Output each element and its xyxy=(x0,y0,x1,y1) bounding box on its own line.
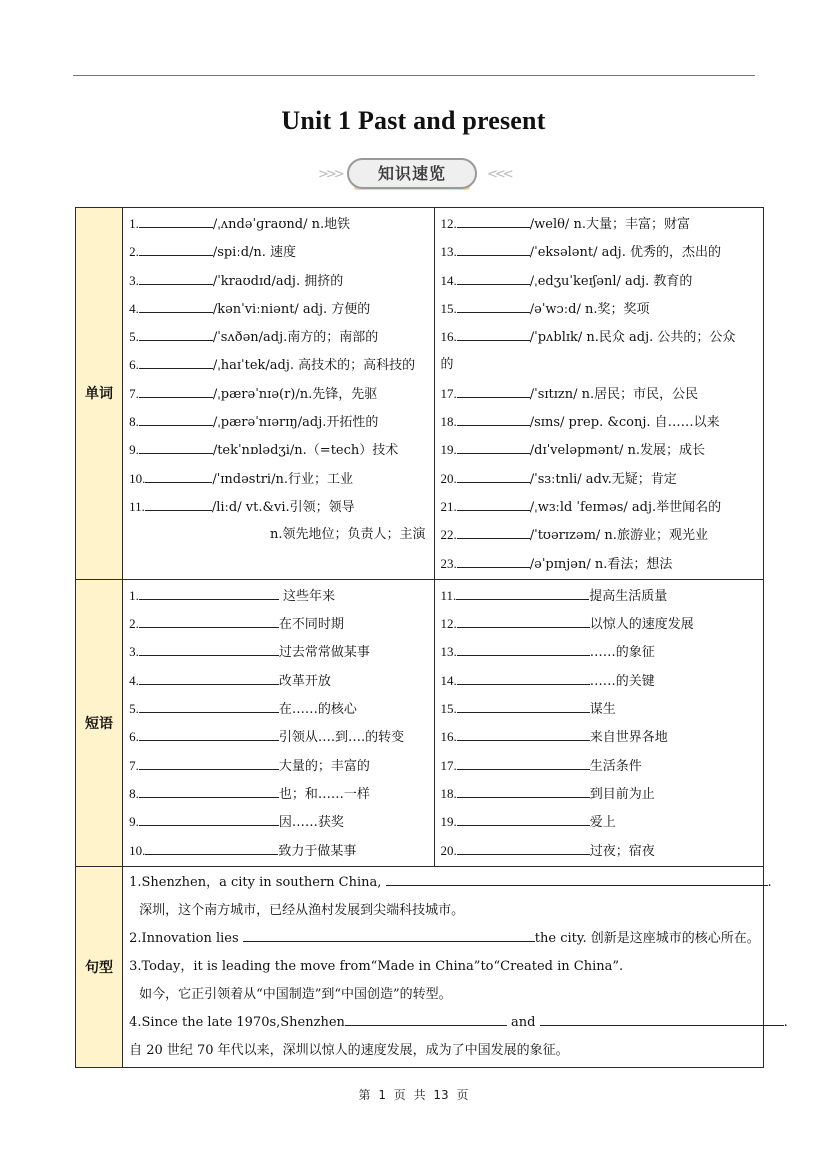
answer-blank[interactable] xyxy=(457,270,530,285)
phrase-meaning: 到目前为止 xyxy=(589,786,655,802)
answer-blank[interactable] xyxy=(139,213,213,228)
answer-blank[interactable] xyxy=(456,585,589,600)
phrase-meaning: 在……的核心 xyxy=(278,702,357,718)
phrase-item xyxy=(441,723,764,751)
word-definition: /əˈpɪnjən/ n.看法；想法 xyxy=(529,556,673,572)
word-item xyxy=(441,408,764,436)
answer-blank[interactable] xyxy=(139,726,279,741)
phrase-item xyxy=(441,752,764,780)
answer-blank[interactable] xyxy=(540,1011,784,1026)
item-number: 22. xyxy=(440,527,457,543)
word-definition: /ˈɪndəstri/n.行业；工业 xyxy=(212,471,353,487)
item-number: 18. xyxy=(440,414,457,430)
section-label-words: 单词 xyxy=(76,208,123,580)
answer-blank[interactable] xyxy=(457,496,530,511)
phrase-item xyxy=(129,695,433,723)
word-definition: /ˈsʌðən/adj.南方的；南部的 xyxy=(212,330,379,346)
item-number: 19. xyxy=(440,814,457,830)
item-number: 10. xyxy=(129,842,146,858)
answer-blank[interactable] xyxy=(139,670,279,685)
answer-blank[interactable] xyxy=(386,871,768,886)
word-definition: /ˈkraʊdɪd/adj. 拥挤的 xyxy=(212,273,344,289)
item-number: 5. xyxy=(129,329,139,345)
chevron-right-icon: >>> xyxy=(318,167,342,182)
item-number: 5. xyxy=(129,701,139,717)
phrase-item xyxy=(441,610,764,638)
sentence-3-en: 3.Today，it is leading the move from“Made in China”to“Created in China”. xyxy=(129,958,624,974)
word-definition: /ˈpʌblɪk/ n.民众 adj. 公共的；公众 xyxy=(529,330,736,346)
phrase-item xyxy=(441,837,764,865)
phrase-meaning: 提高生活质量 xyxy=(589,588,668,604)
item-number: 17. xyxy=(440,385,457,401)
word-item xyxy=(129,380,433,408)
word-definition: /ˈsɪtɪzn/ n.居民；市民，公民 xyxy=(529,386,699,402)
word-item xyxy=(129,267,433,295)
item-number: 7. xyxy=(129,385,139,401)
sentences-section xyxy=(76,866,764,1067)
word-item xyxy=(129,436,433,464)
word-definition: /dɪˈveləpmənt/ n.发展；成长 xyxy=(529,443,706,459)
item-number: 20. xyxy=(440,470,457,486)
item-number: 12. xyxy=(440,216,457,231)
word-item xyxy=(441,521,764,549)
item-number: 15. xyxy=(440,701,457,717)
item-number: 7. xyxy=(129,757,139,773)
item-number: 9. xyxy=(129,442,139,458)
phrase-item xyxy=(441,638,764,666)
answer-blank[interactable] xyxy=(139,241,213,256)
word-definition: /ˌhaɪˈtek/adj. 高技术的；高科技的 xyxy=(212,358,416,374)
answer-blank[interactable] xyxy=(145,468,212,483)
word-definition: /ˈeksələnt/ adj. 优秀的，杰出的 xyxy=(529,245,721,261)
word-definition: /ˌʌndəˈɡraʊnd/ n.地铁 xyxy=(212,217,351,232)
sentence-4-cn: 自 20 世纪 70 年代以来，深圳以惊人的速度发展，成为了中国发展的象征。 xyxy=(129,1042,569,1058)
phrase-meaning: 改革开放 xyxy=(278,673,331,689)
phrase-item xyxy=(129,610,433,638)
item-number: 11. xyxy=(129,498,145,514)
phrase-item xyxy=(129,723,433,751)
item-number: 13. xyxy=(440,644,457,660)
phrase-item xyxy=(441,808,764,836)
answer-blank[interactable] xyxy=(457,613,590,628)
word-definition: /ˌedʒuˈkeɪʃənl/ adj. 教育的 xyxy=(529,273,693,289)
item-number: 16. xyxy=(440,729,457,745)
answer-blank[interactable] xyxy=(139,270,213,285)
item-number: 2. xyxy=(129,616,139,632)
word-item xyxy=(129,465,433,493)
answer-blank[interactable] xyxy=(457,840,590,855)
word-item xyxy=(129,238,433,266)
word-definition: 的 xyxy=(440,357,454,373)
phrase-item xyxy=(441,780,764,808)
phrase-item xyxy=(129,752,433,780)
word-item xyxy=(441,210,764,238)
answer-blank[interactable] xyxy=(139,326,213,341)
word-item xyxy=(129,210,433,238)
sentence-3-cn: 如今，它正引领着从“中国制造”到“中国创造”的转型。 xyxy=(139,986,452,1002)
word-item xyxy=(129,521,433,549)
word-item xyxy=(441,380,764,408)
word-definition: /əˈwɔːd/ n.奖；奖项 xyxy=(529,301,650,317)
phrases-left-column xyxy=(123,579,434,866)
word-item xyxy=(441,323,764,351)
answer-blank[interactable] xyxy=(457,726,590,741)
item-number: 20. xyxy=(440,842,457,858)
item-number: 9. xyxy=(129,814,139,830)
phrase-meaning: 致力于做某事 xyxy=(278,843,357,859)
phrase-meaning: ……的象征 xyxy=(589,645,655,661)
answer-blank[interactable] xyxy=(457,241,530,256)
sentence-4-en: 4.Since the late 1970s,Shenzhen and . xyxy=(129,1009,753,1037)
item-number: 1. xyxy=(129,587,139,603)
section-label-phrases: 短语 xyxy=(76,579,123,866)
item-number: 21. xyxy=(440,498,457,514)
phrase-item xyxy=(129,808,433,836)
word-definition: /liːd/ vt.&vi.引领；领导 xyxy=(211,499,355,515)
words-left-column xyxy=(123,208,434,580)
answer-blank[interactable] xyxy=(457,811,590,826)
answer-blank[interactable] xyxy=(457,641,590,656)
answer-blank[interactable] xyxy=(345,1011,507,1026)
item-number: 16. xyxy=(440,329,457,345)
item-number: 8. xyxy=(129,785,139,801)
word-definition: /welθ/ n.大量；丰富；财富 xyxy=(529,217,690,232)
item-number: 17. xyxy=(440,757,457,773)
word-item xyxy=(441,465,764,493)
answer-blank[interactable] xyxy=(139,783,279,798)
phrase-meaning: 过夜；宿夜 xyxy=(589,843,655,859)
answer-blank[interactable] xyxy=(145,840,278,855)
answer-blank[interactable] xyxy=(457,670,590,685)
answer-blank[interactable] xyxy=(139,755,279,770)
item-number: 14. xyxy=(440,272,457,288)
answer-blank[interactable] xyxy=(145,496,212,511)
phrase-meaning: 生活条件 xyxy=(589,758,642,774)
item-number: 19. xyxy=(440,442,457,458)
word-item xyxy=(129,351,433,379)
word-item xyxy=(441,351,764,379)
phrase-item xyxy=(441,667,764,695)
phrase-meaning: 来自世界各地 xyxy=(589,730,668,746)
word-definition: /spiːd/n. 速度 xyxy=(212,245,297,261)
vocab-table xyxy=(75,207,788,1068)
word-item xyxy=(441,436,764,464)
phrase-meaning: 也；和……一样 xyxy=(278,786,370,802)
answer-blank[interactable] xyxy=(457,298,530,313)
sentence-1-cn: 深圳，这个南方城市，已经从渔村发展到尖端科技城市。 xyxy=(139,902,465,918)
word-item xyxy=(441,238,764,266)
answer-blank[interactable] xyxy=(139,354,213,369)
word-definition: /ˈsɜːtnli/ adv.无疑；肯定 xyxy=(529,471,677,487)
item-number: 3. xyxy=(129,644,139,660)
sentence-1-en: 1.Shenzhen，a city in southern China, . xyxy=(129,869,753,897)
section-label-sentences: 句型 xyxy=(76,866,123,1067)
answer-blank[interactable] xyxy=(457,783,590,798)
phrase-item xyxy=(441,582,764,610)
word-item xyxy=(129,323,433,351)
sentences-column xyxy=(123,866,788,1067)
phrase-item xyxy=(129,780,433,808)
answer-blank[interactable] xyxy=(457,326,530,341)
word-item xyxy=(441,550,764,578)
answer-blank[interactable] xyxy=(139,613,279,628)
phrase-item xyxy=(441,695,764,723)
page-title: Unit 1 Past and present xyxy=(281,106,546,135)
chevron-left-icon: <<< xyxy=(487,167,511,182)
word-definition: /sɪns/ prep. &conj. 自……以来 xyxy=(529,415,720,431)
banner-label: 知识速览 xyxy=(347,158,477,189)
item-number: 13. xyxy=(440,244,457,260)
answer-blank[interactable] xyxy=(457,553,530,568)
answer-blank[interactable] xyxy=(457,468,530,483)
phrase-meaning: 爱上 xyxy=(589,815,616,831)
answer-blank[interactable] xyxy=(139,411,213,426)
word-item xyxy=(129,408,433,436)
words-section xyxy=(76,208,764,580)
answer-blank[interactable] xyxy=(457,213,530,228)
phrase-meaning: 这些年来 xyxy=(278,588,335,604)
item-number: 14. xyxy=(440,672,457,688)
answer-blank[interactable] xyxy=(457,411,530,426)
phrase-meaning: 以惊人的速度发展 xyxy=(589,617,694,633)
header-rule xyxy=(73,75,755,76)
phrase-item xyxy=(129,582,433,610)
phrase-meaning: ……的关键 xyxy=(589,673,655,689)
answer-blank[interactable] xyxy=(139,383,213,398)
answer-blank[interactable] xyxy=(457,439,530,454)
item-number: 11. xyxy=(440,587,457,603)
item-number: 2. xyxy=(129,244,139,260)
phrase-meaning: 在不同时期 xyxy=(278,617,344,633)
word-definition: /kənˈviːniənt/ adj. 方便的 xyxy=(212,301,371,317)
phrase-meaning: 过去常常做某事 xyxy=(278,645,370,661)
phrases-section xyxy=(76,579,764,866)
word-definition: /ˌpærəˈnɪərɪŋ/adj.开拓性的 xyxy=(212,415,379,431)
item-number: 8. xyxy=(129,414,139,430)
word-item xyxy=(441,267,764,295)
item-number: 12. xyxy=(440,616,457,632)
word-definition: n.领先地位；负责人；主演 xyxy=(269,527,426,543)
phrase-meaning: 谋生 xyxy=(589,702,616,718)
answer-blank[interactable] xyxy=(139,439,213,454)
item-number: 23. xyxy=(440,555,457,571)
item-number: 4. xyxy=(129,300,139,316)
answer-blank[interactable] xyxy=(457,755,590,770)
phrase-meaning: 引领从….到….的转变 xyxy=(278,730,405,746)
word-definition: /ˌwɜːld ˈfeɪməs/ adj.举世闻名的 xyxy=(529,499,722,515)
answer-blank[interactable] xyxy=(139,585,279,600)
section-banner xyxy=(0,158,827,192)
answer-blank[interactable] xyxy=(457,383,530,398)
phrase-item xyxy=(129,837,433,865)
word-item xyxy=(129,295,433,323)
answer-blank[interactable] xyxy=(139,641,279,656)
answer-blank[interactable] xyxy=(457,698,590,713)
phrase-meaning: 大量的；丰富的 xyxy=(278,758,370,774)
answer-blank[interactable] xyxy=(457,524,530,539)
word-definition: /tekˈnɒlədʒi/n.（=tech）技术 xyxy=(212,443,399,459)
item-number: 6. xyxy=(129,357,139,373)
words-right-column xyxy=(434,208,764,580)
item-number: 1. xyxy=(129,216,139,231)
answer-blank[interactable] xyxy=(243,927,535,942)
answer-blank[interactable] xyxy=(139,298,213,313)
item-number: 18. xyxy=(440,785,457,801)
phrase-item xyxy=(129,667,433,695)
page-footer: 第 1 页 共 13 页 xyxy=(358,1088,469,1102)
item-number: 4. xyxy=(129,672,139,688)
phrase-meaning: 因……获奖 xyxy=(278,815,344,831)
phrases-right-column xyxy=(434,579,764,866)
item-number: 10. xyxy=(129,470,146,486)
phrase-item xyxy=(129,638,433,666)
word-item xyxy=(441,493,764,521)
item-number: 15. xyxy=(440,300,457,316)
sentence-2-en: 2.Innovation lies the city. 创新是这座城市的核心所在。 xyxy=(129,925,753,953)
word-definition: /ˈtʊərɪzəm/ n.旅游业；观光业 xyxy=(529,528,708,544)
word-definition: /ˌpærəˈnɪə(r)/n.先锋，先驱 xyxy=(212,386,378,402)
word-item xyxy=(129,493,433,521)
item-number: 6. xyxy=(129,729,139,745)
word-item xyxy=(441,295,764,323)
answer-blank[interactable] xyxy=(139,698,279,713)
item-number: 3. xyxy=(129,272,139,288)
answer-blank[interactable] xyxy=(139,811,279,826)
